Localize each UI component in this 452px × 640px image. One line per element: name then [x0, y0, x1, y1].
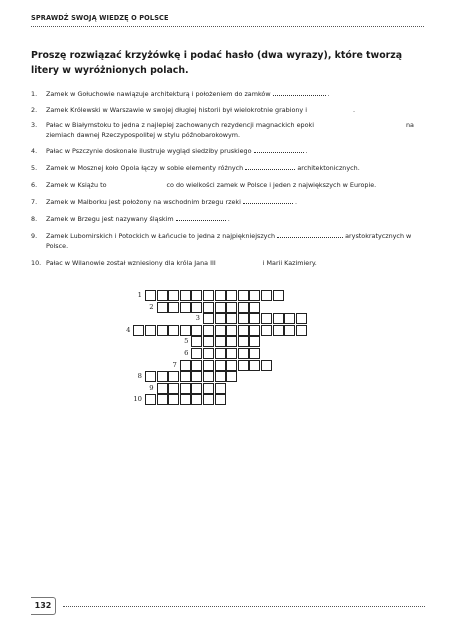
crossword-cell[interactable] — [238, 348, 249, 359]
crossword-cell[interactable] — [203, 394, 214, 405]
page-header: SPRAWDŹ SWOJĄ WIEDZĘ O POLSCE — [31, 14, 169, 22]
crossword-cell[interactable] — [191, 336, 202, 347]
crossword-cell[interactable] — [226, 336, 237, 347]
crossword-cell[interactable] — [203, 313, 214, 324]
crossword-row-number: 6 — [184, 349, 189, 357]
question-text: Pałac w Wilanowie został wzniesiony dla króla Jana III — [46, 259, 216, 267]
question-number: 4. — [31, 147, 38, 155]
crossword-row-number: 4 — [126, 325, 131, 334]
crossword-row-number: 2 — [149, 302, 154, 311]
crossword-cell[interactable] — [168, 302, 179, 313]
crossword-cell[interactable] — [273, 325, 284, 336]
crossword-cell[interactable] — [191, 325, 202, 336]
question-6 — [31, 180, 426, 190]
crossword-cell[interactable] — [191, 360, 202, 371]
crossword-cell[interactable] — [157, 371, 168, 382]
crossword-cell[interactable] — [215, 313, 226, 324]
question-1 — [31, 89, 426, 99]
crossword-cell[interactable] — [203, 383, 214, 394]
question-text-end: . — [353, 106, 356, 114]
crossword-cell[interactable] — [168, 394, 179, 405]
crossword-cell[interactable] — [180, 383, 191, 394]
question-number: 7. — [31, 198, 38, 206]
crossword-cell[interactable] — [238, 302, 249, 313]
crossword-cell[interactable] — [191, 394, 202, 405]
crossword-cell[interactable] — [180, 325, 191, 336]
crossword-cell[interactable] — [203, 360, 214, 371]
crossword-cell[interactable] — [284, 313, 295, 324]
crossword-cell[interactable] — [261, 313, 272, 324]
crossword-cell[interactable] — [157, 302, 168, 313]
crossword-cell[interactable] — [215, 325, 226, 336]
crossword-cell[interactable] — [226, 290, 237, 301]
crossword-cell[interactable] — [296, 325, 307, 336]
crossword-cell[interactable] — [249, 336, 260, 347]
crossword-cell[interactable] — [191, 290, 202, 301]
question-number: 6. — [31, 181, 38, 189]
answer-blank — [176, 214, 226, 221]
crossword-cell[interactable] — [191, 348, 202, 359]
question-text-end: . — [227, 215, 230, 223]
crossword-cell[interactable] — [145, 290, 156, 301]
crossword-cell[interactable] — [261, 360, 272, 371]
crossword-cell[interactable] — [226, 325, 237, 336]
footer-divider — [63, 606, 425, 607]
question-number: 2. — [31, 106, 38, 114]
crossword-cell[interactable] — [238, 325, 249, 336]
crossword-cell[interactable] — [226, 348, 237, 359]
crossword-cell[interactable] — [145, 394, 156, 405]
crossword-row-number: 7 — [172, 360, 177, 369]
crossword-cell[interactable] — [215, 336, 226, 347]
crossword-cell[interactable] — [249, 290, 260, 301]
question-8 — [31, 214, 426, 224]
question-text-end: i Marii Kazimiery. — [262, 259, 317, 267]
crossword-cell[interactable] — [180, 302, 191, 313]
crossword-row-number: 3 — [195, 314, 200, 323]
crossword-row-number: 8 — [137, 372, 142, 381]
answer-blank — [277, 231, 343, 238]
question-text: Zamek w Brzegu jest nazywany śląskim — [46, 215, 174, 223]
crossword-cell[interactable] — [238, 313, 249, 324]
question-text: Pałac w Białymstoku to jedna z najlepiej zachowanych rezydencji magnackich epoki — [46, 121, 314, 129]
crossword-cell[interactable] — [261, 290, 272, 301]
answer-blank — [243, 197, 293, 204]
crossword-cell[interactable] — [249, 348, 260, 359]
crossword-row-number: 1 — [137, 291, 142, 299]
crossword-cell[interactable] — [215, 302, 226, 313]
crossword-cell[interactable] — [226, 313, 237, 324]
crossword-cell[interactable] — [238, 290, 249, 301]
question-number: 3. — [31, 121, 38, 129]
question-text-end: . — [294, 198, 298, 206]
crossword-cell[interactable] — [273, 290, 284, 301]
crossword-cell[interactable] — [296, 313, 307, 324]
crossword-cell[interactable] — [238, 336, 249, 347]
question-4 — [31, 146, 426, 156]
crossword-cell[interactable] — [203, 371, 214, 382]
crossword-cell[interactable] — [249, 302, 260, 313]
crossword-cell[interactable] — [215, 290, 226, 301]
crossword-cell[interactable] — [226, 360, 237, 371]
question-text-end: architektonicznych. — [297, 164, 360, 172]
crossword-cell[interactable] — [168, 383, 179, 394]
question-text-end: . — [327, 90, 330, 98]
question-7 — [31, 197, 426, 207]
crossword-row-number: 5 — [184, 337, 189, 346]
crossword-cell[interactable] — [215, 360, 226, 371]
crossword-cell[interactable] — [168, 290, 179, 301]
crossword-cell[interactable] — [168, 371, 179, 382]
header-divider — [31, 26, 424, 27]
question-text: Zamek w Malborku jest położony na wschodnim brzegu rzeki — [46, 198, 241, 206]
task-instruction: Proszę rozwiązać krzyżówkę i podać hasło (dwa wyrazy), które tworzą litery w wyróżnionych polach. — [31, 50, 403, 76]
question-10 — [31, 258, 426, 268]
crossword-cell[interactable] — [249, 313, 260, 324]
crossword-cell[interactable] — [157, 290, 168, 301]
question-number: 1. — [31, 90, 38, 98]
answer-blank — [254, 146, 304, 153]
question-number: 9. — [31, 232, 38, 240]
question-2 — [31, 105, 426, 115]
crossword-cell[interactable] — [191, 371, 202, 382]
question-number: 5. — [31, 164, 38, 172]
crossword-row-number: 10 — [133, 395, 142, 404]
question-text-end: arystokratycznych w Polsce. — [46, 232, 412, 251]
crossword-cell[interactable] — [157, 325, 168, 336]
crossword-cell[interactable] — [203, 348, 214, 359]
question-text: Zamek w Mosznej koło Opola łączy w sobie elementy różnych — [46, 164, 244, 172]
crossword-cell[interactable] — [157, 383, 168, 394]
crossword-cell[interactable] — [226, 302, 237, 313]
question-5 — [31, 163, 426, 173]
crossword-cell[interactable] — [157, 394, 168, 405]
crossword-cell[interactable] — [249, 325, 260, 336]
question-3 — [31, 120, 426, 141]
crossword-cell[interactable] — [191, 302, 202, 313]
crossword-cell[interactable] — [203, 302, 214, 313]
question-number: 10. — [31, 259, 42, 267]
question-text-end: na ziemiach dawnej Rzeczypospolitej w stylu późnobarokowym. — [46, 121, 414, 140]
crossword-cell[interactable] — [203, 325, 214, 336]
question-text-end: co do wielkości zamek w Polsce i jeden z największych w Europie. — [166, 181, 377, 189]
answer-blank — [273, 89, 326, 96]
question-text: Zamek w Książu to — [46, 181, 107, 189]
question-text-end: . — [305, 147, 308, 155]
crossword-cell[interactable] — [180, 394, 191, 405]
crossword-cell[interactable] — [203, 336, 214, 347]
crossword-cell[interactable] — [203, 290, 214, 301]
crossword-cell[interactable] — [273, 313, 284, 324]
crossword-cell[interactable] — [226, 371, 237, 382]
crossword-cell[interactable] — [284, 325, 295, 336]
crossword-cell[interactable] — [168, 325, 179, 336]
crossword-cell[interactable] — [145, 371, 156, 382]
crossword-cell[interactable] — [238, 360, 249, 371]
crossword-cell[interactable] — [180, 290, 191, 301]
question-number: 8. — [31, 215, 38, 223]
question-text: Zamek Królewski w Warszawie w swojej długiej historii był wielokrotnie grabiony i — [46, 106, 308, 114]
crossword-cell[interactable] — [215, 371, 226, 382]
crossword-cell[interactable] — [145, 325, 156, 336]
crossword-cell[interactable] — [215, 383, 226, 394]
question-text: Pałac w Pszczynie doskonale ilustruje wygląd siedziby pruskiego — [46, 147, 252, 155]
crossword-cell[interactable] — [249, 360, 260, 371]
crossword-cell[interactable] — [215, 348, 226, 359]
crossword-cell[interactable] — [180, 371, 191, 382]
crossword-row-number: 9 — [149, 383, 154, 392]
question-9 — [31, 231, 426, 252]
question-text: Zamek w Gołuchowie nawiązuje architekturą i położeniem do zamków — [46, 90, 271, 98]
crossword-cell[interactable] — [180, 360, 191, 371]
crossword-cell[interactable] — [133, 325, 144, 336]
crossword-cell[interactable] — [215, 394, 226, 405]
crossword-cell[interactable] — [261, 325, 272, 336]
page-number: 132 — [31, 597, 56, 615]
crossword-cell[interactable] — [191, 383, 202, 394]
question-text: Zamek Lubomirskich i Potockich w Łańcucie to jedna z najpiękniejszych — [46, 232, 276, 240]
answer-blank — [245, 163, 295, 170]
